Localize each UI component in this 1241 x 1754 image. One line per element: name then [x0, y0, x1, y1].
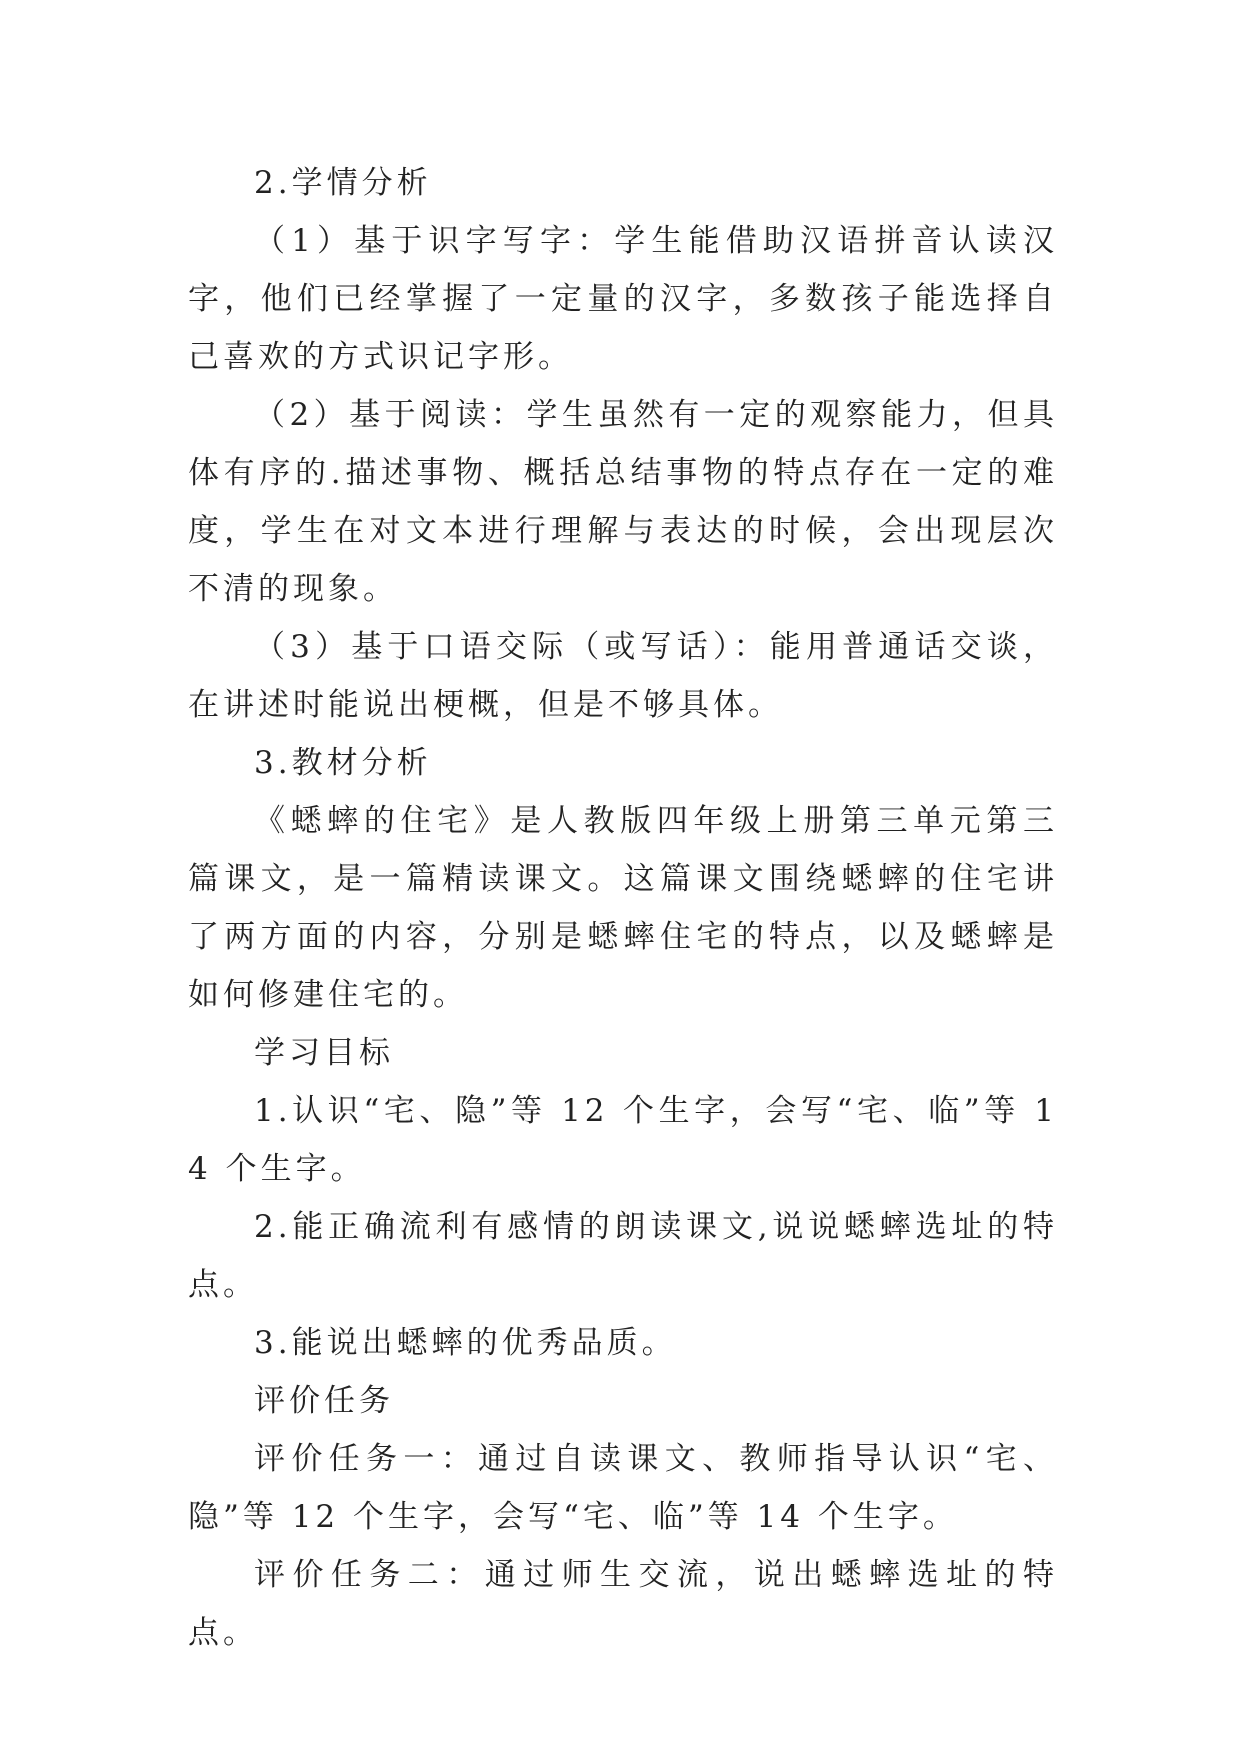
evaluation-task-2: 评价任务二：通过师生交流，说出蟋蟀选址的特点。 [188, 1557, 1058, 1651]
section-heading-textbook-analysis: 3.教材分析 [254, 745, 432, 781]
paragraph-reading: （2）基于阅读：学生虽然有一定的观察能力，但具体有序的.描述事物、概括总结事物的特点存在一定的难度，学生在对文本进行理解与表达的时候，会出现层次不清的现象。 [188, 397, 1058, 607]
section-heading-evaluation-tasks: 评价任务 [254, 1383, 394, 1419]
goal-item-3: 3.能说出蟋蟀的优秀品质。 [254, 1325, 677, 1361]
paragraph-literacy: （1）基于识字写字：学生能借助汉语拼音认读汉字，他们已经掌握了一定量的汉字，多数孩子能选择自己喜欢的方式识记字形。 [188, 223, 1058, 375]
paragraph-textbook: 《蟋蟀的住宅》是人教版四年级上册第三单元第三篇课文，是一篇精读课文。这篇课文围绕蟋蟀的住宅讲了两方面的内容，分别是蟋蟀住宅的特点，以及蟋蟀是如何修建住宅的。 [188, 803, 1058, 1013]
section-heading-learning-goals: 学习目标 [254, 1035, 394, 1071]
paragraph-oral-communication: （3）基于口语交际（或写话）：能用普通话交谈，在讲述时能说出梗概，但是不够具体。 [188, 629, 1058, 723]
goal-item-2: 2.能正确流利有感情的朗读课文,说说蟋蟀选址的特点。 [188, 1209, 1058, 1303]
goal-item-1: 1.认识“宅、隐”等 12 个生字，会写“宅、临”等 14 个生字。 [188, 1093, 1058, 1187]
section-heading-learner-analysis: 2.学情分析 [254, 165, 432, 201]
document-body [188, 154, 1058, 1662]
evaluation-task-1: 评价任务一：通过自读课文、教师指导认识“宅、隐”等 12 个生字，会写“宅、临”等 14 个生字。 [188, 1441, 1058, 1535]
